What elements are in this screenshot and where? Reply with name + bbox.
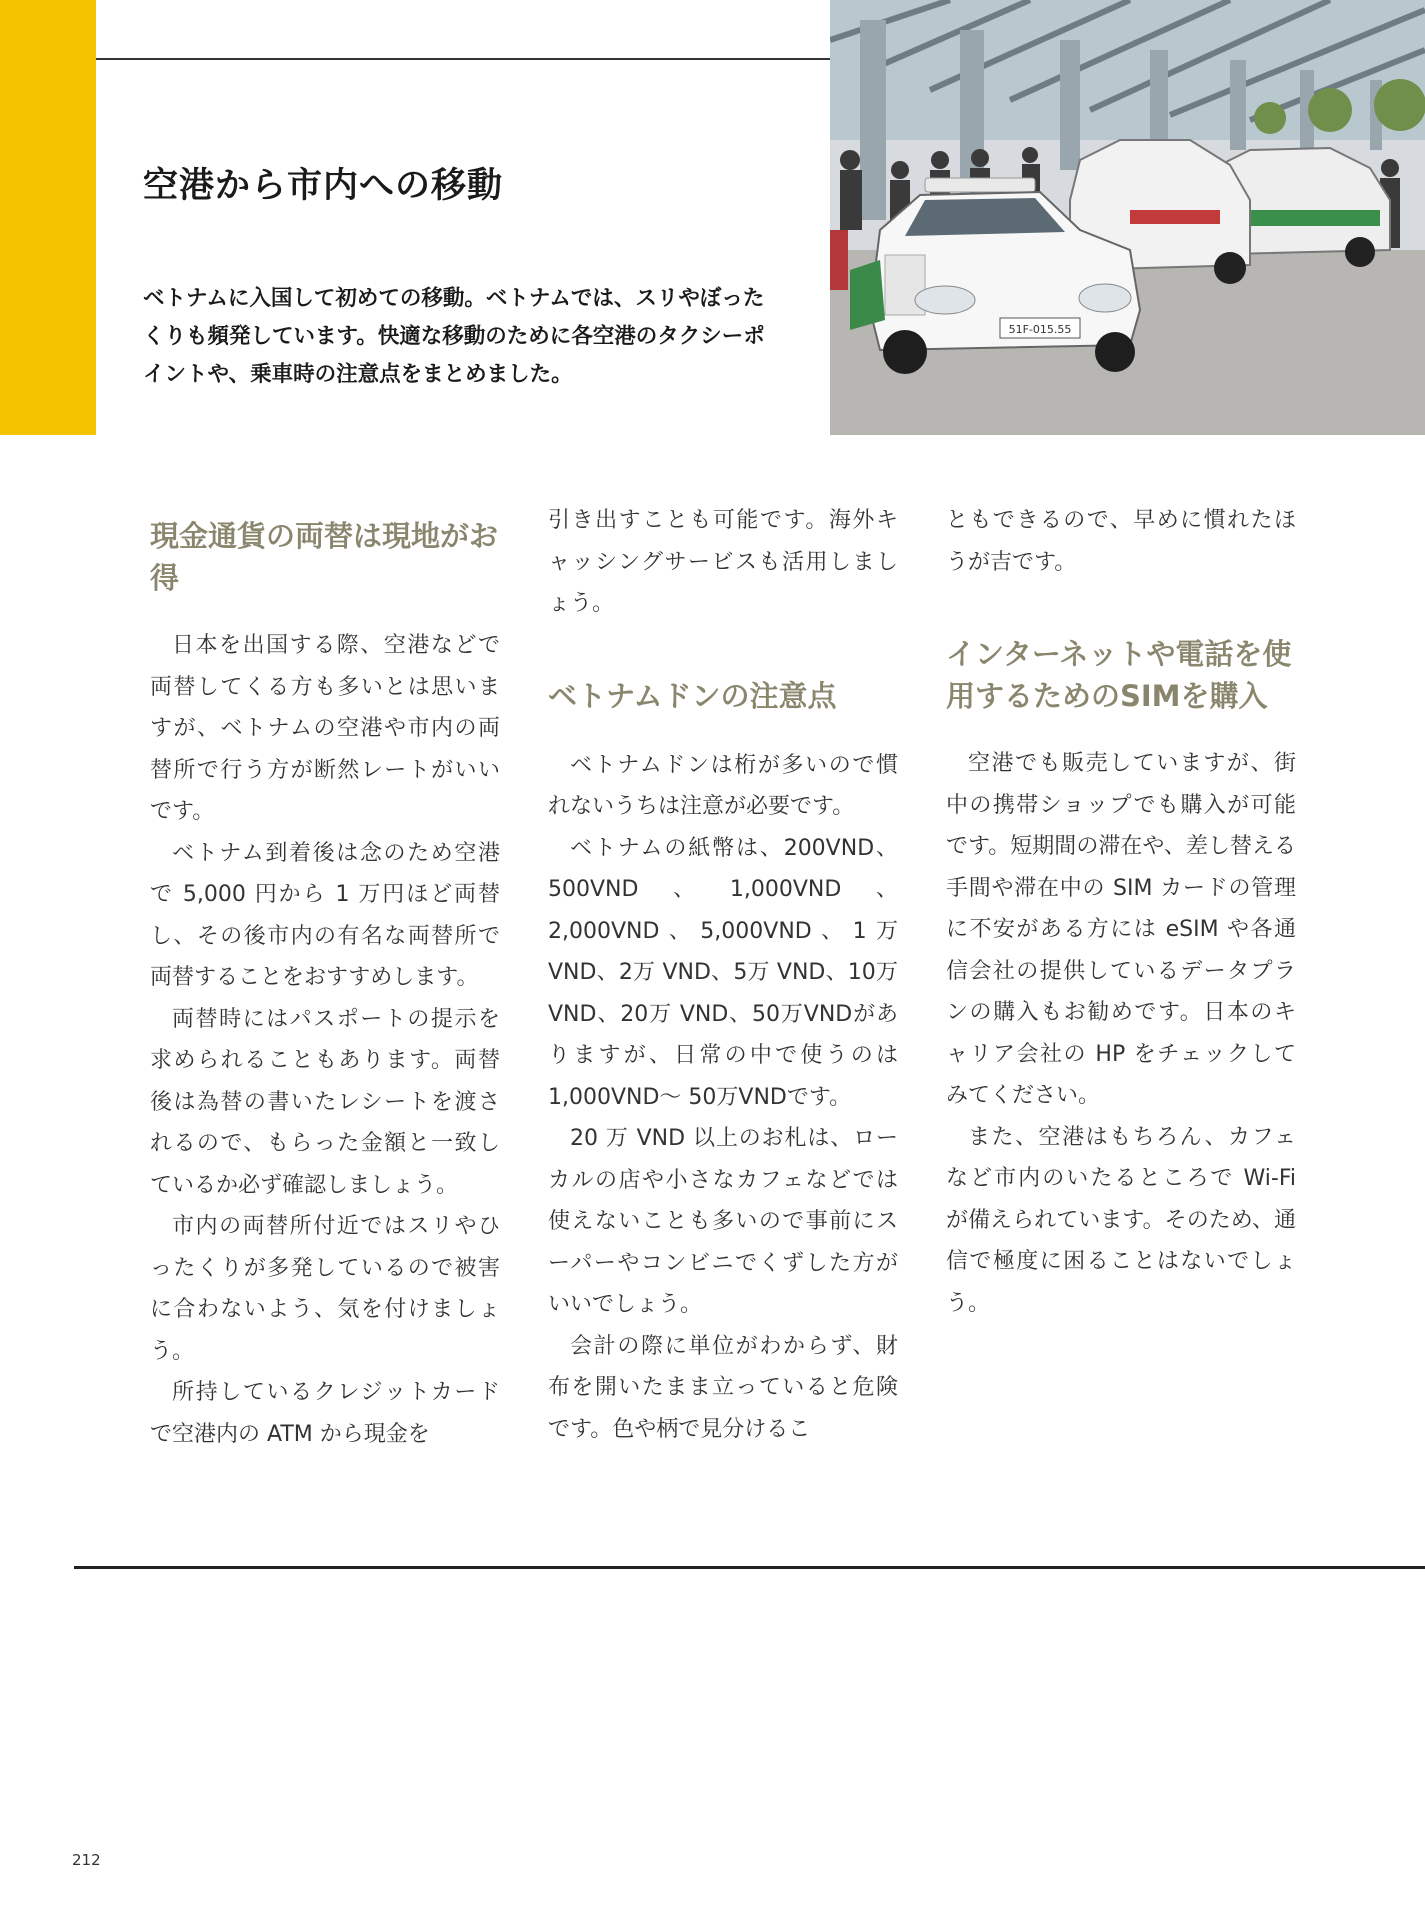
paragraph: ベトナム到着後は念のため空港で 5,000 円から 1 万円ほど両替し、その後市内の有名な両替所で両替することをおすすめします。 xyxy=(150,840,500,990)
section-heading-vietnam-dong: ベトナムドンの注意点 xyxy=(548,678,837,713)
paragraph: 日本を出国する際、空港などで両替してくる方も多いとは思いますが、ベトナムの空港や市内の両替所で行う方が断然レートがいいです。 xyxy=(150,633,500,824)
paragraph: 市内の両替所付近ではスリやひったくりが多発しているので被害に合わないよう、気を付けましょう。 xyxy=(150,1214,500,1364)
column-sim-purchase xyxy=(946,500,1296,1324)
paragraph: 会計の際に単位がわからず、財布を開いたまま立っていると危険です。色や柄で見分けるこ xyxy=(548,1333,898,1442)
airport-taxi-photo xyxy=(830,0,1425,435)
paragraph: 所持しているクレジットカードで空港内の ATM から現金を xyxy=(150,1380,500,1447)
paragraph-continuation: ともできるので、早めに慣れたほうが吉です。 xyxy=(946,508,1296,575)
paragraph: 両替時にはパスポートの提示を求められることもあります。両替後は為替の書いたレシートを渡されるので、もらった金額と一致しているか必ず確認しましょう。 xyxy=(150,1006,500,1198)
paragraph: 空港でも販売していますが、街中の携帯ショップでも購入が可能です。短期間の滞在や、差し替える手間や滞在中の SIM カードの管理に不安がある方には eSIM や各通信会社の提供しているデータプランの購入もお勧めです。日本のキャリア会社の HP をチェックしてみてください。 xyxy=(946,751,1296,1108)
paragraph: 20 万 VND 以上のお札は、ローカルの店や小さなカフェなどでは使えないことも多いので事前にスーパーやコンビニでくずした方がいいでしょう。 xyxy=(548,1126,898,1317)
intro-text: ベトナムに入国して初めての移動。ベトナムでは、スリやぼったくりも頻発しています。快適な移動のために各空港のタクシーポイントや、乗車時の注意点をまとめました。 xyxy=(143,286,765,387)
section-heading-sim-purchase: インターネットや電話を使用するためのSIMを購入 xyxy=(946,637,1292,713)
page-number: 212 xyxy=(72,1851,101,1869)
paragraph: また、空港はもちろん、カフェなど市内のいたるところで Wi-Fi が備えられています。そのため、通信で極度に困ることはないでしょう。 xyxy=(946,1124,1296,1316)
column-vietnam-dong xyxy=(548,500,898,1450)
column-currency-exchange xyxy=(150,515,500,1455)
header-rule xyxy=(96,58,830,60)
paragraph-continuation: 引き出すことも可能です。海外キャッシングサービスも活用しましょう。 xyxy=(548,508,898,616)
license-plate-text: 51F-015.55 xyxy=(1008,323,1072,336)
page-title: 空港から市内への移動 xyxy=(143,166,504,206)
section-heading-currency-exchange: 現金通貨の両替は現地がお得 xyxy=(150,519,499,595)
yellow-accent-bar xyxy=(0,0,96,435)
paragraph: ベトナムの紙幣は、200VND、500VND、1,000VND、2,000VND、5,000VND、1万VND、2万 VND、5万 VND、10万 VND、20万 VND、50万VNDがありますが、日常の中で使うのは 1,000VND～ 50万VNDです。 xyxy=(548,835,898,1110)
paragraph: ベトナムドンは桁が多いので慣れないうちは注意が必要です。 xyxy=(548,752,898,819)
footer-rule xyxy=(74,1566,1425,1569)
